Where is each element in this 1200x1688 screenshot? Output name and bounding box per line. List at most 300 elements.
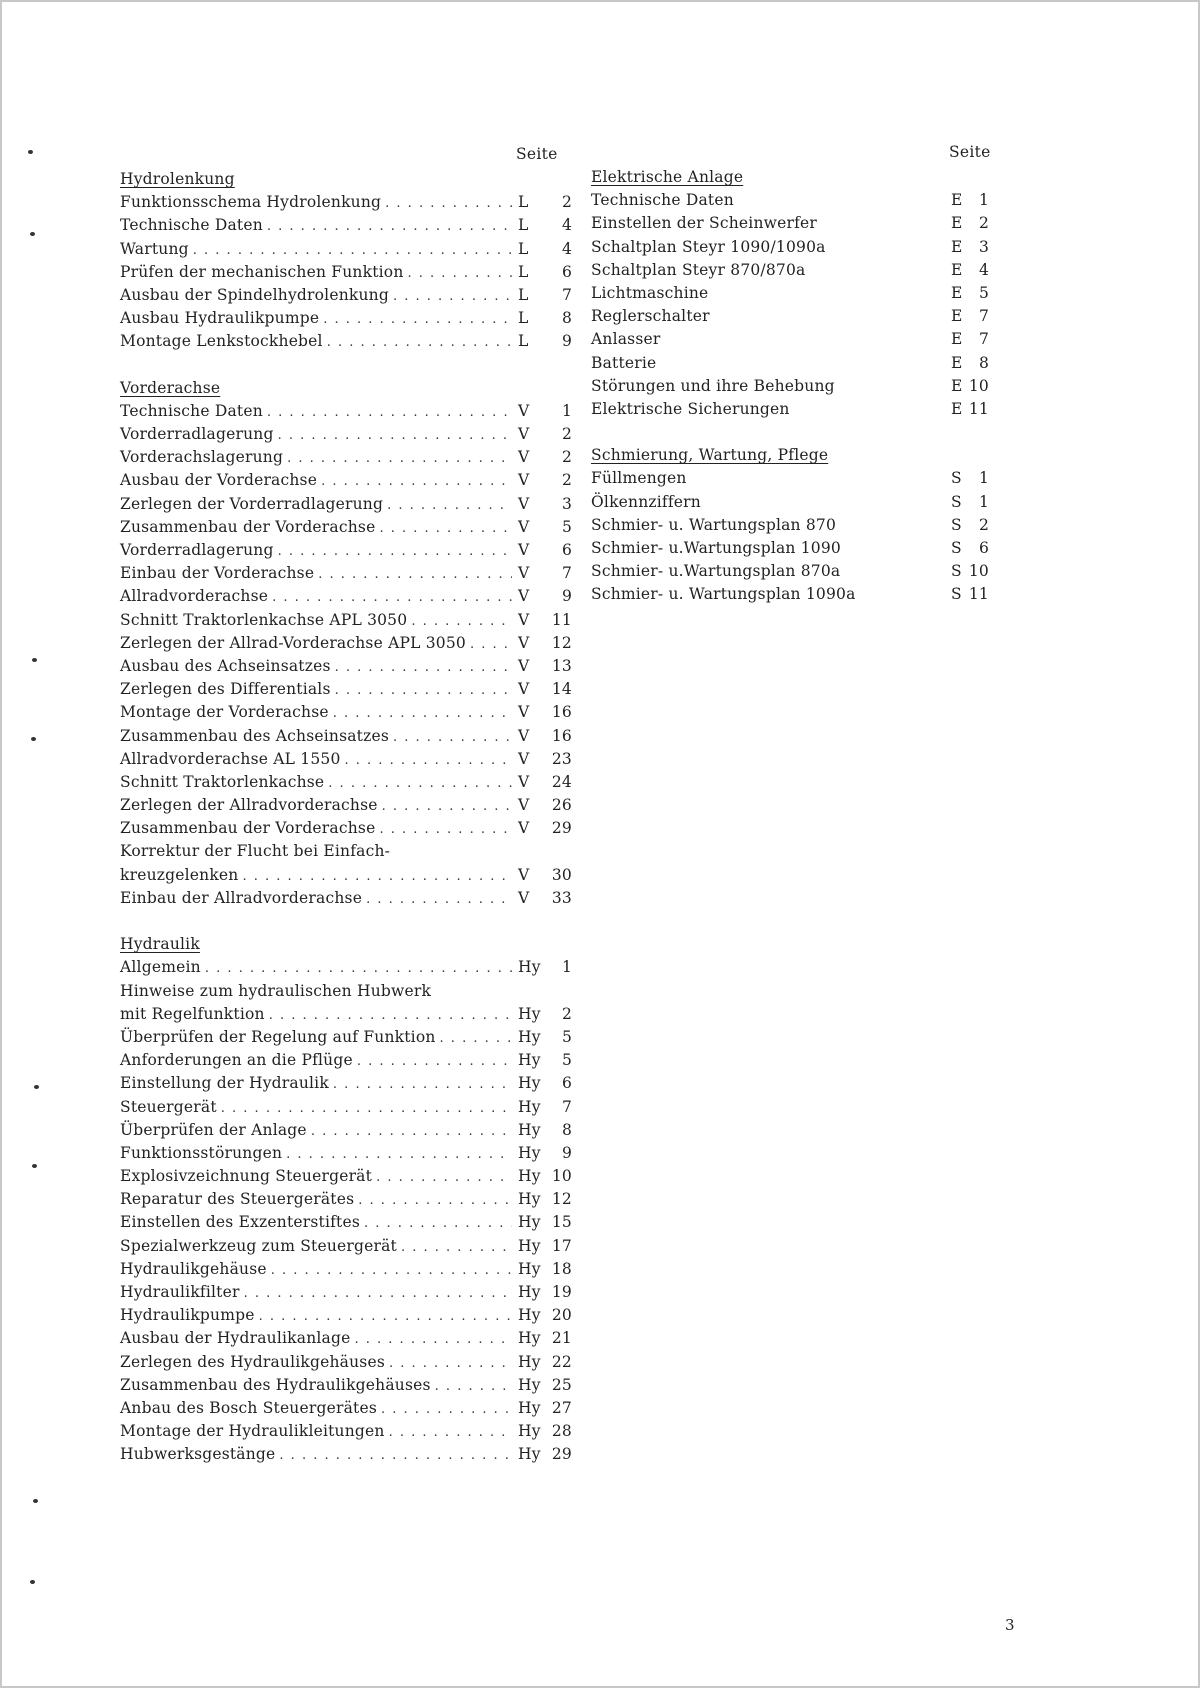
toc-entry-label: Anforderungen an die Pflüge: [120, 1051, 353, 1070]
toc-entry: [591, 467, 989, 490]
toc-entry-label: Schnitt Traktorlenkachse APL 3050: [120, 610, 408, 629]
toc-entry: [120, 1211, 572, 1234]
section-code: E: [951, 260, 963, 279]
toc-entry: [120, 1072, 572, 1095]
toc-entry: [591, 305, 989, 328]
toc-entry-label: Technische Daten: [591, 191, 734, 210]
section-code: Hy: [518, 958, 541, 977]
toc-entry: [120, 214, 572, 237]
section-code: S: [951, 539, 962, 557]
toc-entry: [591, 491, 989, 514]
toc-entry: [591, 514, 989, 537]
toc-entry-label: Anbau des Bosch Steuergerätes: [120, 1398, 377, 1417]
leader-dots: [435, 1375, 512, 1398]
section-code: V: [518, 564, 530, 583]
toc-entry-label: Schaltplan Steyr 1090/1090a: [591, 237, 826, 256]
toc-left-column: [120, 168, 572, 1467]
toc-entry: [120, 400, 572, 423]
section-code: E: [951, 191, 963, 210]
page-num: 21: [551, 1329, 572, 1348]
toc-entry: [120, 864, 572, 887]
toc-entry-label: Montage der Hydraulikleitungen: [120, 1422, 385, 1441]
toc-entry: [120, 609, 572, 632]
toc-entry: [120, 238, 572, 261]
section-heading: Hydraulik: [120, 935, 200, 954]
toc-page-ref: [518, 1420, 572, 1443]
page-num: 2: [561, 193, 572, 212]
page-num: 4: [978, 260, 989, 279]
page-num: 2: [561, 471, 572, 490]
toc-entry-label: kreuzgelenken: [120, 865, 239, 884]
leader-dots: [311, 1120, 512, 1143]
toc-page-ref: [518, 307, 572, 330]
toc-page-ref: [518, 1188, 572, 1211]
page-num: 33: [551, 888, 572, 907]
toc-entry: [120, 307, 572, 330]
toc-page-ref: [518, 214, 572, 237]
section-code: L: [518, 193, 529, 212]
section-code: Hy: [518, 1352, 541, 1371]
toc-entry: [120, 1142, 572, 1165]
page-num: 5: [978, 283, 989, 302]
toc-entry-label: Allradvorderachse: [120, 587, 269, 606]
toc-entry: [120, 1165, 572, 1188]
toc-entry: [591, 583, 989, 606]
leader-dots: [333, 702, 512, 725]
toc-entry: [120, 655, 572, 678]
leader-dots: [345, 749, 512, 772]
toc-page-ref: [951, 514, 989, 537]
toc-entry: [120, 725, 572, 748]
page-num: 9: [561, 587, 572, 606]
section-code: E: [951, 353, 963, 372]
leader-dots: [271, 1259, 512, 1282]
section-code: V: [518, 819, 530, 838]
section-code: Hy: [518, 1167, 541, 1186]
page-num: 15: [551, 1213, 572, 1232]
toc-entry-label: Ausbau der Hydraulikanlage: [120, 1329, 351, 1348]
toc-entry-label: Prüfen der mechanischen Funktion: [120, 262, 404, 281]
page-num: 8: [561, 309, 572, 328]
leader-dots: [393, 726, 512, 749]
toc-entry: [120, 771, 572, 794]
toc-page-ref: [518, 748, 572, 771]
leader-dots: [411, 610, 512, 633]
toc-page-ref: [518, 1165, 572, 1188]
toc-entry-label: Hinweise zum hydraulischen Hubwerk: [120, 981, 432, 1000]
page-num: 24: [551, 772, 572, 791]
section-gap: [120, 910, 572, 933]
section-code: L: [518, 309, 529, 328]
toc-entry-label: Montage Lenkstockhebel: [120, 332, 323, 351]
toc-page-ref: [951, 305, 989, 328]
section-code: Hy: [518, 1329, 541, 1348]
toc-entry-label: Einstellung der Hydraulik: [120, 1074, 329, 1093]
toc-page-ref: [951, 398, 989, 421]
toc-entry-label: Spezialwerkzeug zum Steuergerät: [120, 1236, 397, 1255]
section-code: E: [951, 330, 963, 349]
toc-page-ref: [951, 236, 989, 259]
page-num: 2: [561, 1004, 572, 1023]
toc-entry: [120, 493, 572, 516]
page-num: 10: [968, 562, 989, 581]
toc-entry-label: Füllmengen: [591, 469, 687, 488]
toc-entry-label: Störungen und ihre Behebung: [591, 376, 835, 395]
toc-entry-label: Ölkennziffern: [591, 492, 701, 511]
toc-entry-label: Hydraulikpumpe: [120, 1306, 255, 1325]
page-num: 11: [551, 610, 572, 629]
toc-entry: [591, 328, 989, 351]
margin-mark: [30, 232, 35, 236]
page-num: 9: [561, 332, 572, 351]
toc-entry-label: Einstellen der Scheinwerfer: [591, 214, 818, 233]
toc-entry-label: Explosivzeichnung Steuergerät: [120, 1167, 373, 1186]
toc-entry: [120, 1351, 572, 1374]
toc-entry-label: Überprüfen der Anlage: [120, 1120, 307, 1139]
toc-entry: [120, 632, 572, 655]
leader-dots: [393, 285, 512, 308]
toc-entry: [591, 398, 989, 421]
page-num: 4: [561, 216, 572, 235]
section-code: S: [951, 515, 962, 534]
leader-dots: [221, 1097, 512, 1120]
margin-mark: [34, 1085, 39, 1089]
section-code: S: [951, 469, 962, 488]
margin-mark: [32, 658, 37, 662]
page-num: 27: [551, 1398, 572, 1417]
leader-dots: [279, 1444, 512, 1467]
toc-entry: [120, 887, 572, 910]
leader-dots: [389, 1421, 512, 1444]
toc-entry: [120, 1188, 572, 1211]
toc-page-ref: [518, 701, 572, 724]
page-num: 7: [978, 330, 989, 349]
toc-entry: [591, 259, 989, 282]
section-code: L: [518, 262, 529, 281]
toc-entry: [591, 560, 989, 583]
toc-entry: [120, 794, 572, 817]
toc-entry: [120, 469, 572, 492]
page-num: 7: [561, 1097, 572, 1116]
toc-entry-label: Schmier- u. Wartungsplan 870: [591, 515, 837, 534]
section-code: L: [518, 332, 529, 351]
toc-entry-label: Überprüfen der Regelung auf Funktion: [120, 1027, 436, 1046]
page-num: 26: [551, 796, 572, 815]
toc-entry-label: Schaltplan Steyr 870/870a: [591, 260, 806, 279]
leader-dots: [381, 1398, 512, 1421]
section-gap: [120, 354, 572, 377]
page-num: 1: [978, 492, 989, 511]
toc-entry: [591, 282, 989, 305]
toc-entry-label: Allgemein: [120, 958, 201, 977]
margin-mark: [31, 737, 36, 741]
page-num: 30: [551, 865, 572, 884]
toc-page-ref: [951, 282, 989, 305]
page-num: 11: [968, 399, 989, 418]
seite-header-left: Seite: [516, 145, 558, 163]
toc-entry: [120, 330, 572, 353]
toc-page-ref: [518, 446, 572, 469]
toc-entry: [120, 539, 572, 562]
toc-entry: [120, 678, 572, 701]
toc-entry-label: Ausbau Hydraulikpumpe: [120, 309, 320, 328]
toc-entry-label: Allradvorderachse AL 1550: [120, 749, 341, 768]
toc-entry: [120, 1281, 572, 1304]
margin-mark: [32, 1164, 37, 1168]
page-num: 18: [551, 1259, 572, 1278]
section-heading: Elektrische Anlage: [591, 168, 744, 186]
section-code: V: [518, 494, 530, 513]
toc-page-ref: [518, 330, 572, 353]
page-num: 3: [561, 494, 572, 513]
leader-dots: [357, 1050, 512, 1073]
toc-page-ref: [518, 1119, 572, 1142]
page-num: 8: [561, 1120, 572, 1139]
section-code: S: [951, 562, 962, 581]
leader-dots: [387, 494, 512, 517]
toc-page-ref: [518, 191, 572, 214]
section-code: E: [951, 307, 963, 326]
toc-entry-label: Hydraulikgehäuse: [120, 1259, 267, 1278]
page-num: 6: [561, 262, 572, 281]
leader-dots: [470, 633, 512, 656]
toc-entry-label: Zerlegen des Hydraulikgehäuses: [120, 1352, 385, 1371]
section-code: V: [518, 517, 530, 536]
section-code: L: [518, 239, 529, 258]
section-gap: [591, 421, 989, 444]
toc-entry-label: Zerlegen der Allrad-Vorderachse APL 3050: [120, 633, 466, 652]
toc-page-ref: [518, 794, 572, 817]
toc-entry: [591, 212, 989, 235]
toc-entry-label: Zusammenbau des Achseinsatzes: [120, 726, 389, 745]
leader-dots: [323, 308, 512, 331]
toc-page-ref: [518, 1072, 572, 1095]
leader-dots: [376, 1166, 512, 1189]
leader-dots: [355, 1328, 513, 1351]
toc-page-ref: [951, 328, 989, 351]
page-num: 2: [561, 448, 572, 467]
page-num: 17: [551, 1236, 572, 1255]
toc-page-ref: [518, 469, 572, 492]
leader-dots: [366, 888, 512, 911]
page-num: 6: [561, 1074, 572, 1093]
toc-entry-label: Zerlegen der Vorderradlagerung: [120, 494, 384, 513]
page-num: 1: [561, 958, 572, 977]
leader-dots: [382, 795, 512, 818]
toc-entry-label: Wartung: [120, 239, 189, 258]
toc-page-ref: [518, 585, 572, 608]
toc-entry-label: Zusammenbau der Vorderachse: [120, 819, 376, 838]
section-code: Hy: [518, 1283, 541, 1301]
page-num: 6: [978, 539, 989, 557]
toc-entry: [120, 1096, 572, 1119]
toc-entry: [120, 956, 572, 979]
page-num: 3: [978, 237, 989, 256]
page-num: 12: [551, 1190, 572, 1209]
toc-entry-label: Korrektur der Flucht bei Einfach-: [120, 842, 391, 861]
page-num: 11: [968, 585, 989, 604]
leader-dots: [328, 772, 512, 795]
leader-dots: [335, 679, 512, 702]
section-code: Hy: [518, 1259, 541, 1278]
toc-entry-label: Vorderradlagerung: [120, 541, 274, 559]
page-num: 7: [561, 564, 572, 583]
leader-dots: [269, 1004, 512, 1027]
page-num: 7: [978, 307, 989, 326]
section-heading: Vorderachse: [120, 378, 221, 397]
toc-page-ref: [518, 725, 572, 748]
section-code: Hy: [518, 1422, 541, 1441]
section-code: Hy: [518, 1398, 541, 1417]
toc-entry-label: Schnitt Traktorlenkachse: [120, 772, 325, 791]
section-code: V: [518, 796, 530, 815]
leader-dots: [358, 1189, 512, 1212]
section-code: S: [951, 585, 962, 604]
leader-dots: [401, 1236, 512, 1259]
toc-page-ref: [518, 1235, 572, 1258]
page-num: 20: [551, 1306, 572, 1325]
toc-page-ref: [518, 1142, 572, 1165]
toc-page-ref: [518, 887, 572, 910]
leader-dots: [389, 1352, 512, 1375]
page-num: 1: [978, 469, 989, 488]
section-code: Hy: [518, 1213, 541, 1232]
seite-header-right: Seite: [949, 143, 991, 161]
leader-dots: [385, 192, 512, 215]
section-code: Hy: [518, 1120, 541, 1139]
toc-page-ref: [518, 864, 572, 887]
page-num: 4: [561, 239, 572, 258]
section-code: V: [518, 749, 530, 768]
toc-entry: [120, 1420, 572, 1443]
leader-dots: [272, 586, 512, 609]
toc-page-ref: [518, 632, 572, 655]
page-num: 14: [551, 680, 572, 699]
toc-entry: [591, 375, 989, 398]
toc-entry: [120, 284, 572, 307]
toc-entry: [120, 1119, 572, 1142]
section-code: Hy: [518, 1074, 541, 1093]
toc-entry-label: Schmier- u. Wartungsplan 1090a: [591, 585, 856, 604]
toc-entry-label: Technische Daten: [120, 216, 263, 235]
toc-entry: [120, 840, 572, 863]
toc-entry-label: Steuergerät: [120, 1097, 217, 1116]
section-heading: Hydrolenkung: [120, 170, 235, 188]
toc-page-ref: [518, 771, 572, 794]
toc-page-ref: [518, 238, 572, 261]
toc-entry-label: Technische Daten: [120, 401, 263, 420]
page-num: 6: [561, 541, 572, 559]
toc-entry: [120, 446, 572, 469]
leader-dots: [286, 1143, 512, 1166]
section-code: Hy: [518, 1445, 541, 1464]
page-num: 2: [561, 425, 572, 444]
page-num: 5: [561, 1027, 572, 1046]
section-code: Hy: [518, 1097, 541, 1116]
toc-entry: [591, 537, 989, 560]
section-code: E: [951, 237, 963, 256]
section-code: V: [518, 448, 530, 467]
leader-dots: [242, 865, 512, 888]
toc-entry-label: Vorderachslagerung: [120, 448, 284, 467]
leader-dots: [267, 401, 512, 424]
section-code: V: [518, 541, 530, 559]
toc-entry-label: Batterie: [591, 353, 657, 372]
leader-dots: [321, 470, 512, 493]
toc-entry-label: Elektrische Sicherungen: [591, 399, 790, 418]
toc-entry: [591, 236, 989, 259]
leader-dots: [193, 239, 512, 262]
toc-page-ref: [518, 1211, 572, 1234]
toc-entry-label: Schmier- u.Wartungsplan 870a: [591, 562, 841, 581]
toc-page-ref: [518, 539, 572, 562]
page-number: 3: [1005, 1616, 1015, 1634]
toc-entry: [120, 1258, 572, 1281]
section-code: V: [518, 656, 530, 675]
leader-dots: [267, 215, 512, 238]
toc-entry-label: Einbau der Allradvorderachse: [120, 888, 363, 907]
toc-entry: [120, 516, 572, 539]
section-code: V: [518, 401, 530, 420]
leader-dots: [379, 818, 512, 841]
toc-page-ref: [518, 817, 572, 840]
toc-entry: [120, 585, 572, 608]
section-code: E: [951, 399, 963, 418]
page-num: 10: [968, 376, 989, 395]
toc-page-ref: [518, 1003, 572, 1026]
toc-page-ref: [518, 956, 572, 979]
page-num: 19: [551, 1283, 572, 1301]
toc-page-ref: [951, 560, 989, 583]
section-code: V: [518, 633, 530, 652]
toc-entry-label: Ausbau der Spindelhydrolenkung: [120, 285, 389, 304]
toc-page-ref: [518, 1049, 572, 1072]
page-num: 22: [551, 1352, 572, 1371]
toc-entry-label: Reglerschalter: [591, 307, 710, 326]
section-heading: Schmierung, Wartung, Pflege: [591, 446, 829, 465]
toc-page-ref: [518, 493, 572, 516]
toc-page-ref: [518, 400, 572, 423]
toc-page-ref: [518, 655, 572, 678]
toc-entry-label: Zusammenbau der Vorderachse: [120, 517, 376, 536]
toc-entry-label: mit Regelfunktion: [120, 1004, 265, 1023]
section-code: E: [951, 376, 963, 395]
page-num: 10: [551, 1167, 572, 1186]
toc-page-ref: [951, 189, 989, 212]
toc-entry: [120, 261, 572, 284]
toc-entry-label: Montage der Vorderachse: [120, 703, 329, 722]
toc-page-ref: [518, 562, 572, 585]
section-code: V: [518, 772, 530, 791]
toc-entry: [120, 701, 572, 724]
toc-page-ref: [518, 1351, 572, 1374]
section-code: Hy: [518, 1375, 541, 1394]
page-num: 8: [978, 353, 989, 372]
section-code: Hy: [518, 1143, 541, 1162]
section-code: V: [518, 471, 530, 490]
toc-entry: [120, 1304, 572, 1327]
toc-page-ref: [518, 1443, 572, 1466]
section-code: V: [518, 888, 530, 907]
margin-mark: [28, 150, 33, 154]
toc-entry-label: Schmier- u.Wartungsplan 1090: [591, 539, 841, 557]
toc-page-ref: [951, 375, 989, 398]
page-num: 5: [561, 1051, 572, 1070]
toc-entry-label: Ausbau der Vorderachse: [120, 471, 318, 490]
toc-entry-label: Vorderradlagerung: [120, 425, 274, 444]
toc-entry-label: Ausbau des Achseinsatzes: [120, 656, 331, 675]
leader-dots: [318, 563, 512, 586]
